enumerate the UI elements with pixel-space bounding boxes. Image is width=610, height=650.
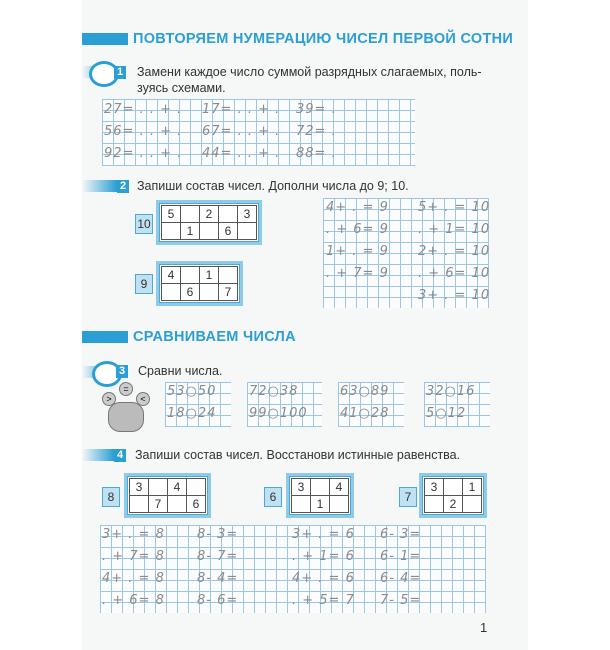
handwritten-expression: 44= . . + . — [202, 146, 281, 161]
scheme-cell — [181, 206, 200, 223]
handwritten-expression: 56= . . + . — [104, 124, 183, 139]
scheme-cell — [187, 479, 206, 496]
handwritten-expression: 6- 3= — [380, 527, 422, 542]
scheme-cell — [130, 496, 149, 513]
number-scheme — [124, 473, 211, 518]
task-text: Замени каждое число суммой разрядных слагаемых, поль- — [137, 65, 482, 79]
task-text: Сравни числа. — [138, 364, 223, 378]
number-scheme — [286, 473, 354, 518]
handwritten-expression: . + 6= 10 — [418, 266, 491, 281]
scheme-cell — [219, 267, 238, 284]
task-text: зуясь схемами. — [137, 81, 226, 95]
scheme-cell — [200, 223, 219, 240]
handwritten-expression: . + 1= 10 — [418, 222, 491, 237]
scheme-cell: 1 — [463, 479, 482, 496]
sign-bubble: > — [102, 392, 116, 406]
scheme-cell — [168, 496, 187, 513]
handwritten-expression: 53○50 — [167, 384, 217, 399]
sign-bubble: < — [136, 392, 150, 406]
handwritten-expression: 72○38 — [249, 384, 299, 399]
task-text: Запиши состав чисел. Дополни числа до 9; 10. — [137, 179, 409, 193]
handwritten-expression: . + 1= 6 — [292, 549, 355, 564]
number-label: 8 — [102, 487, 120, 507]
section-title: ПОВТОРЯЕМ НУМЕРАЦИЮ ЧИСЕЛ ПЕРВОЙ СОТНИ — [133, 31, 514, 47]
handwritten-expression: 6- 1= — [380, 549, 422, 564]
scheme-cell: 7 — [219, 284, 238, 301]
section-bar — [82, 331, 128, 343]
section-bar — [82, 33, 128, 45]
number-label: 6 — [264, 487, 282, 507]
scheme-cell — [219, 206, 238, 223]
scheme-cell: 3 — [238, 206, 257, 223]
handwritten-expression: 7- 5= — [380, 593, 422, 608]
handwritten-expression: 5○12 — [426, 406, 467, 421]
handwritten-expression: 17= . . + . — [202, 102, 281, 117]
handwritten-expression: 92= . . + . — [104, 146, 183, 161]
scheme-cell: 6 — [219, 223, 238, 240]
handwritten-expression: . + 7= 8 — [102, 549, 165, 564]
scheme-cell: 6 — [181, 284, 200, 301]
scheme-cell: 4 — [168, 479, 187, 496]
handwritten-expression: 27= . . + . — [104, 102, 183, 117]
handwritten-expression: 4+ . = 8 — [102, 571, 165, 586]
scheme-cell — [181, 267, 200, 284]
handwritten-expression: 3+ . = 6 — [292, 527, 355, 542]
scheme-cell — [162, 284, 181, 301]
scheme-cell: 1 — [311, 496, 330, 513]
number-label: 7 — [399, 487, 417, 507]
handwritten-expression: . + 6= 8 — [102, 593, 165, 608]
handwritten-expression: 6- 4= — [380, 571, 422, 586]
scheme-cell: 1 — [181, 223, 200, 240]
scheme-cell: 3 — [292, 479, 311, 496]
handwritten-expression: . + 6= 9 — [326, 222, 389, 237]
mascot-icon — [102, 382, 150, 432]
number-scheme — [419, 473, 487, 518]
task-number: 1 — [114, 66, 126, 79]
page-number: 1 — [480, 620, 488, 635]
handwritten-expression: 5+ . = 10 — [418, 200, 491, 215]
handwritten-expression: 39= . — [296, 102, 337, 117]
scheme-cell — [425, 496, 444, 513]
task-marker-tail — [82, 180, 117, 192]
handwritten-expression: 67= . . + . — [202, 124, 281, 139]
scheme-cell — [292, 496, 311, 513]
handwritten-expression: . + 7= 9 — [326, 266, 389, 281]
scheme-cell — [238, 223, 257, 240]
scheme-cell — [200, 284, 219, 301]
number-scheme — [156, 200, 262, 245]
handwritten-expression: 3+ . = 8 — [102, 527, 165, 542]
handwritten-expression: . + 5= 7 — [292, 593, 355, 608]
scheme-cell: 2 — [200, 206, 219, 223]
scheme-cell: 5 — [162, 206, 181, 223]
scheme-cell: 6 — [187, 496, 206, 513]
handwritten-expression: 8- 7= — [197, 549, 239, 564]
scheme-cell: 4 — [162, 267, 181, 284]
task-number: 4 — [114, 449, 126, 462]
scheme-cell: 3 — [130, 479, 149, 496]
handwritten-expression: 99○100 — [249, 406, 308, 421]
handwritten-expression: 8- 3= — [197, 527, 239, 542]
task-number: 2 — [117, 180, 129, 193]
scheme-cell: 3 — [425, 479, 444, 496]
handwritten-expression: 8- 6= — [197, 593, 239, 608]
task-marker-tail — [82, 449, 114, 461]
handwritten-expression: 18○24 — [167, 406, 217, 421]
handwritten-expression: 32○16 — [426, 384, 476, 399]
scheme-cell — [444, 479, 463, 496]
handwritten-expression: 4+ . = 9 — [326, 200, 389, 215]
handwritten-expression: 63○89 — [340, 384, 390, 399]
number-label: 10 — [135, 214, 153, 234]
handwritten-expression: 3+ . = 10 — [418, 288, 491, 303]
scheme-cell — [463, 496, 482, 513]
handwritten-expression: 8- 4= — [197, 571, 239, 586]
scheme-cell: 7 — [149, 496, 168, 513]
number-scheme — [156, 261, 243, 306]
handwritten-expression: 72= . — [296, 124, 337, 139]
scheme-cell: 2 — [444, 496, 463, 513]
task-number: 3 — [116, 365, 128, 378]
section-title: СРАВНИВАЕМ ЧИСЛА — [133, 329, 296, 345]
scheme-cell: 1 — [200, 267, 219, 284]
sign-bubble: = — [119, 382, 133, 396]
handwritten-expression: 1+ . = 9 — [326, 244, 389, 259]
handwritten-expression: 2+ . = 10 — [418, 244, 491, 259]
scheme-cell: 4 — [330, 479, 349, 496]
number-label: 9 — [135, 274, 153, 294]
handwritten-expression: 88= . — [296, 146, 337, 161]
handwritten-expression: 4+ . = 6 — [292, 571, 355, 586]
scheme-cell — [330, 496, 349, 513]
scheme-cell — [149, 479, 168, 496]
scheme-cell — [311, 479, 330, 496]
handwritten-expression: 41○28 — [340, 406, 390, 421]
scheme-cell — [162, 223, 181, 240]
task-text: Запиши состав чисел. Восстанови истинные равенства. — [135, 448, 461, 462]
